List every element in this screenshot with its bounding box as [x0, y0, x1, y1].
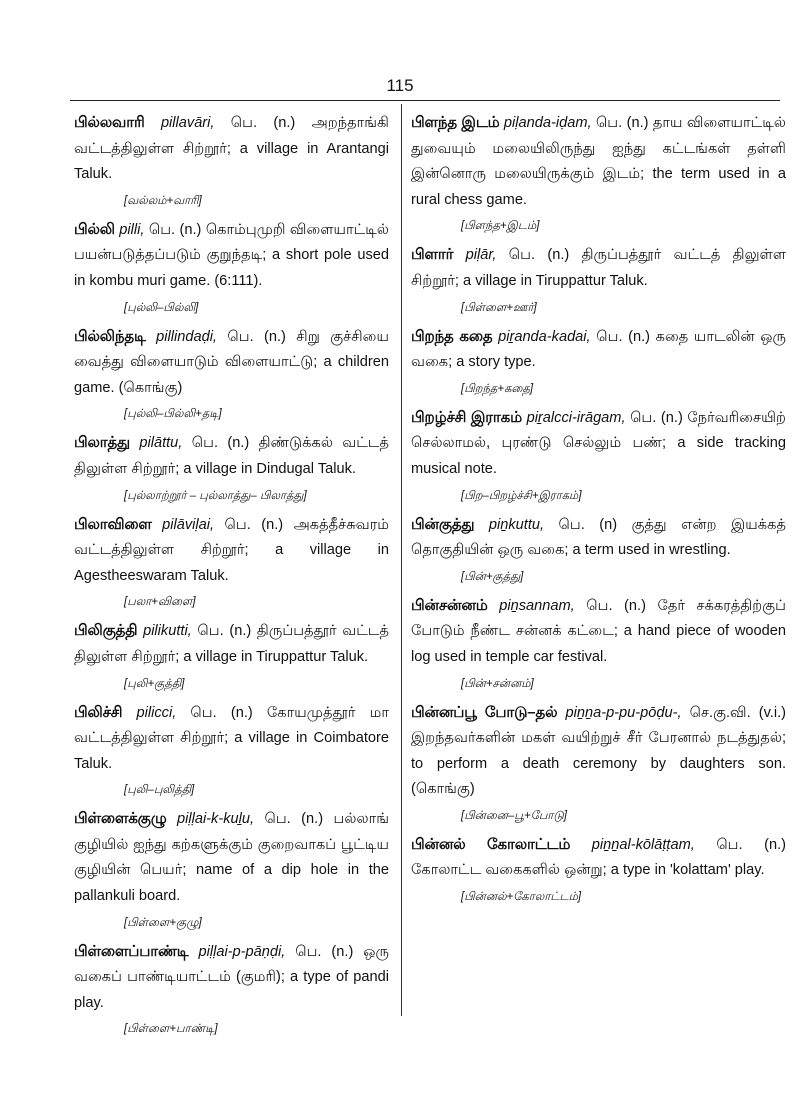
entry-etymology: [புல்லி–பில்லி+தடி] — [124, 408, 222, 421]
entry-meaning: பெ. (n.) அகத்தீச்சுவரம் வட்டத்திலுள்ள சிற்றூர்; a village in Agestheeswaram Taluk. — [74, 516, 389, 584]
entry-headword: பின்னல் கோலாட்டம் — [411, 836, 571, 853]
entry-transliteration: pilli, — [119, 221, 145, 238]
entry-headword: பிளந்த இடம் — [411, 115, 500, 131]
entry-etymology: [புல்லி–பில்லி] — [124, 301, 199, 314]
entry-meaning: பெ. (n.) திண்டுக்கல் வட்டத் திலுள்ள சிற்றூர்; a village in Dindugal Taluk. — [74, 435, 390, 477]
entry-etymology: [பிற–பிறழ்ச்சி+இராகம்] — [461, 489, 582, 502]
dictionary-entry — [411, 325, 786, 400]
entry-definition — [411, 243, 786, 294]
entry-etymology: [பின்னை–பூ+போடு] — [461, 809, 567, 822]
entry-transliteration: piḷḷai-p-pāṇḍi, — [198, 943, 286, 960]
entry-headword: பிறந்த கதை — [411, 328, 493, 345]
entry-transliteration: piṉṉa-p-pu-pōḍu-, — [565, 704, 682, 721]
entry-transliteration: piṟanda-kadai, — [498, 328, 591, 345]
entry-etymology: [பிள்ளை+ஊர்] — [461, 301, 537, 314]
entry-transliteration: pilicci, — [136, 704, 177, 721]
dictionary-entry — [411, 406, 786, 507]
entry-meaning: பெ. (n.) கதை யாடலின் ஒரு வகை; a story type. — [411, 328, 786, 371]
dictionary-entry — [74, 218, 389, 319]
dictionary-entry — [74, 940, 389, 1041]
entry-etymology: [பின்னல்+கோலாட்டம்] — [461, 891, 582, 904]
right-column — [411, 111, 786, 914]
entry-definition — [411, 406, 786, 483]
entry-transliteration: piḷanda-iḍam, — [503, 115, 592, 131]
entry-etymology: [பிள்ளை+குழு] — [124, 916, 202, 929]
entry-headword: பில்லிந்தடி — [74, 328, 146, 345]
entry-etymology: [பின்+குத்து] — [461, 570, 524, 583]
dictionary-entry — [74, 701, 389, 802]
entry-etymology: [வல்லம்+வாரி] — [124, 194, 202, 207]
dictionary-entry — [74, 619, 389, 694]
entry-definition — [411, 325, 786, 376]
dictionary-entry — [411, 833, 786, 908]
entry-definition — [74, 807, 389, 909]
entry-meaning: பெ. (n.) திருப்பத்தூர் வட்டத் திலுள்ள சிற்றூர்; a village in Tiruppattur Taluk. — [411, 247, 786, 289]
entry-transliteration: pilikutti, — [143, 623, 192, 640]
entry-definition — [74, 325, 389, 402]
entry-meaning: பெ. (n) குத்து என்ற இயக்கத் தொகுதியின் ஒரு வகை; a term used in wrestling. — [411, 516, 786, 559]
dictionary-entry — [411, 513, 786, 588]
entry-transliteration: pilāttu, — [139, 435, 183, 452]
dictionary-entry — [411, 701, 786, 827]
page-number: 115 — [386, 76, 414, 95]
entry-transliteration: pillavāri, — [160, 115, 215, 131]
entry-headword: பிலாவிளை — [74, 516, 152, 533]
entry-definition — [411, 111, 786, 213]
entry-headword: பில்லவாரி — [74, 115, 145, 131]
entry-headword: பிலிச்சி — [74, 704, 123, 721]
dictionary-entry — [74, 431, 389, 506]
dictionary-entry — [74, 807, 389, 933]
entry-etymology: [பிள்ளை+பாண்டி] — [124, 1023, 218, 1036]
header-rule — [70, 100, 780, 101]
entry-etymology: [பிறந்த+கதை] — [461, 382, 534, 395]
entry-headword: பிறழ்ச்சி இராகம் — [411, 409, 523, 426]
entry-etymology: [புல்லாற்றூர் – புல்லாத்து– பிலாத்து] — [124, 489, 307, 502]
entry-headword: பின்குத்து — [411, 516, 475, 533]
entry-meaning: பெ. (n.) தேர் சக்கரத்திற்குப் போடும் நீண்ட சன்னக் கட்டை; a hand piece of wooden log used in temple car festival. — [411, 597, 786, 665]
entry-meaning: பெ. (n.) நேர்வரிசையிற் செல்லாமல், புரண்டு செல்லும் பண்; a side tracking musical note. — [411, 409, 786, 477]
entry-headword: பின்னப்பூ போடு–தல் — [411, 704, 558, 721]
entry-headword: பிளார் — [411, 247, 454, 264]
entry-meaning: பெ. (n.) திருப்பத்தூர் வட்டத் திலுள்ள சிற்றூர்; a village in Tiruppattur Taluk. — [74, 623, 389, 665]
entry-transliteration: piṉṉal-kōlāṭṭam, — [591, 836, 695, 853]
entry-meaning: பெ. (n.) சிறு குச்சியை வைத்து விளையாடும் விளையாட்டு; a children game. (கொங்கு) — [74, 328, 389, 396]
entry-headword: பிலிகுத்தி — [74, 623, 138, 640]
entry-definition — [411, 833, 786, 884]
entry-headword: பிலாத்து — [74, 435, 130, 452]
entry-meaning: பெ. (n.) கோயமுத்தூர் மா வட்டத்திலுள்ள சிற்றூர்; a village in Coimbatore Taluk. — [74, 704, 389, 772]
entry-definition — [74, 431, 389, 482]
entry-definition — [74, 619, 389, 670]
entry-definition — [74, 218, 389, 295]
entry-meaning: பெ. (n.) அறந்தாங்கி வட்டத்திலுள்ள சிற்றூர்; a village in Arantangi Taluk. — [74, 115, 389, 183]
entry-definition — [74, 111, 389, 188]
entry-etymology: [புலி+குத்தி] — [124, 677, 185, 690]
left-column — [74, 111, 389, 1046]
dictionary-entry — [411, 594, 786, 695]
entry-transliteration: piṉsannam, — [499, 597, 575, 614]
entry-etymology: [புலி–புலித்தி] — [124, 784, 195, 797]
entry-definition — [411, 513, 786, 564]
entry-meaning: செ.கு.வி. (v.i.) இறந்தவர்களின் மகள் வயிற்றுச் சீர் பேரனால் நடத்துதல்; to perform a death ceremony by daughters son. (கொங்கு) — [411, 704, 787, 798]
entry-transliteration: piṟalcci-irāgam, — [526, 409, 626, 426]
entry-definition — [74, 940, 389, 1017]
dictionary-entry — [74, 111, 389, 212]
entry-headword: பில்லி — [74, 221, 115, 238]
entry-meaning: பெ. (n.) தாய விளையாட்டில் துவையும் மலையிலிருந்து ஐந்து கட்டங்கள் தள்ளி இன்னொரு மலையிருக்கும் இடம்; the term used in a rural chess game. — [411, 115, 787, 208]
dictionary-entry — [411, 243, 786, 318]
entry-meaning: பெ. (n.) பல்லாங் குழியில் ஐந்து கற்களுக்கும் குறைவாகப் பூட்டிய குழியின் பெயர்; name of a dip hole in the pallankuli board. — [74, 811, 389, 905]
dictionary-entry — [411, 111, 786, 237]
entry-meaning: பெ. (n.) கொம்புமுறி விளையாட்டில் பயன்படுத்தப்படும் குறுந்தடி; a short pole used in kombu muri game. (6:111). — [74, 221, 389, 289]
dictionary-entry — [74, 325, 389, 426]
entry-headword: பின்சன்னம் — [411, 597, 488, 614]
entry-etymology: [பலா+விளை] — [124, 596, 196, 609]
entry-transliteration: piṉkuttu, — [488, 516, 545, 533]
entry-transliteration: piḷḷai-k-kuḻu, — [176, 811, 255, 828]
entry-transliteration: pillindaḍi, — [156, 328, 217, 345]
entry-headword: பிள்ளைக்குழு — [74, 811, 167, 828]
entry-transliteration: piḷār, — [465, 247, 497, 264]
entry-definition — [411, 701, 786, 803]
entry-transliteration: pilāviḷai, — [162, 516, 215, 533]
entry-meaning: பெ. (n.) ஒரு வகைப் பாண்டியாட்டம் (குமரி); a type of pandi play. — [74, 943, 389, 1011]
entry-definition — [74, 701, 389, 778]
dictionary-entry — [74, 513, 389, 614]
entry-definition — [74, 513, 389, 590]
entry-meaning: பெ. (n.) கோலாட்ட வகைகளில் ஒன்று; a type in 'kolattam' play. — [411, 836, 786, 879]
entry-etymology: [பிளந்த+இடம்] — [461, 220, 540, 233]
entry-definition — [411, 594, 786, 671]
entry-etymology: [பின்+சன்னம்] — [461, 677, 534, 690]
entry-headword: பிள்ளைப்பாண்டி — [74, 943, 189, 960]
column-divider — [401, 104, 402, 1016]
